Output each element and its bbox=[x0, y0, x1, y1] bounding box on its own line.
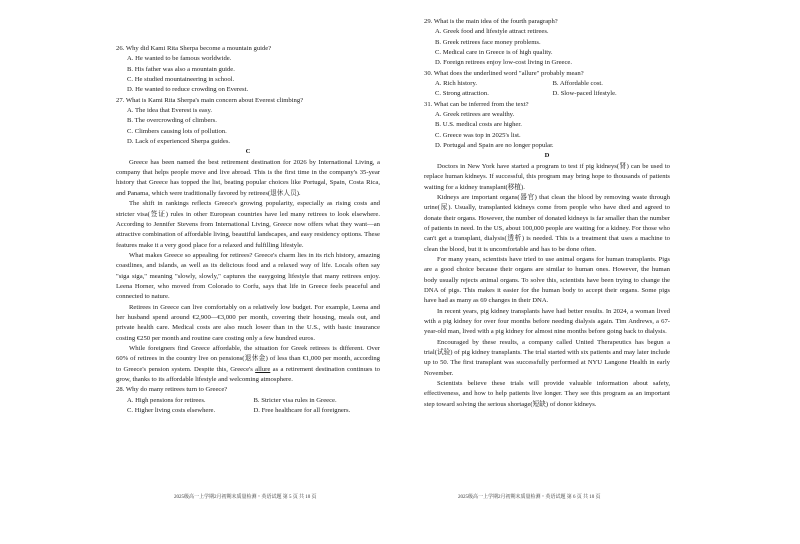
option: B. His father was also a mountain guide. bbox=[127, 65, 235, 73]
passage-paragraph: Kidneys are important organs(器官) that clean the blood by removing waste through urine(尿). Usually, transplanted kidneys come from people who have died and agreed to donate their organs. However, the number of donated kidneys is far smaller than the number of patients in need. In the US, about 100,000 people are waiting for a kidney. For those who can't get a transplant, dialysis(透析) is needed. This is a treatment that uses a machine to clean the blood, but it is uncomfortable and has to be done often. bbox=[424, 193, 670, 253]
passage-paragraph: In recent years, pig kidney transplants have had better results. In 2024, a woman lived with a pig kidney for over four months before needing dialysis again. Tim Andrews, a 67-year-old man, lived with a pig kidney for almost nine months before going back to dialysis. bbox=[424, 307, 670, 336]
option: A. Greek food and lifestyle attract retirees. bbox=[435, 28, 549, 36]
passage-paragraph: The shift in rankings reflects Greece's growing popularity, especially as rising costs and stricter visa(签证) rules in other European countries have led many retirees to look elsewhere. According to Jennifer Stevens from International Living, Greece now offers what they want—an attractive combination of affordable living, beautiful landscapes, and easy residency options. These features make it a very good place for a relaxed and fulfilling lifestyle. bbox=[116, 200, 380, 249]
passage-paragraph: Retirees in Greece can live comfortably on a relatively low budget. For example, Leena and her husband spend around €2,900—€3,000 per month, covering their housing, meals out, and private health care. Medical costs are also much lower than in the U.S., with basic insurance costing €250 per month and routine care costing only a few hundred euros. bbox=[116, 303, 380, 342]
question-30: 30. What does the underlined word "allure" probably mean? bbox=[424, 69, 584, 77]
passage-paragraph: What makes Greece so appealing for retirees? Greece's charm lies in its rich history, amazing coastlines, and islands, as well as its delicious food and a relaxed way of life. Locals often say "siga siga," meaning "slowly, slowly," captures the easygoing lifestyle that many retirees enjoy. Leena Horner, who moved from Colorado to Corfu, says that life in Greece feels peaceful and connected to nature. bbox=[116, 251, 380, 301]
page-footer-left: 2025级高一上学期2月初期末质量检测・英语试题 第 5 页 共 10 页 bbox=[174, 495, 317, 500]
option: C. He studied mountaineering in school. bbox=[127, 76, 235, 84]
option: D. He wanted to reduce crowding on Everest. bbox=[127, 86, 249, 94]
paragraph-text: as a retirement destination continues to grow, thanks to its affordable lifestyle and welcoming atmosphere. bbox=[116, 365, 380, 383]
option: D. Free healthcare for all foreigners. bbox=[253, 407, 351, 415]
passage-paragraph: Greece has been named the best retirement destination for 2026 by International Living, a company that helps people move and live abroad. This is the first time in the company's 35-year history that Greece has topped the list, beating popular choices like Portugal, Spain, Costa Rica, and Panama, which were traditionally favored by retirees(退休人员). bbox=[116, 158, 380, 197]
page-footer-right: 2025级高一上学期2月初期末质量检测・英语试题 第 6 页 共 10 页 bbox=[458, 495, 601, 500]
option: D. Portugal and Spain are no longer popular. bbox=[435, 142, 554, 150]
option: A. High pensions for retirees. bbox=[127, 396, 206, 404]
passage-paragraph: For many years, scientists have tried to use animal organs for human transplants. Pigs are a good choice because their organs are similar to human ones. However, the human body usually rejects animal organs. To solve this, scientists have been trying to change the DNA of pigs. This makes it easier for the human body to accept their organs. Some pigs have had as many as 69 changes in their DNA. bbox=[424, 255, 670, 305]
option: D. Slow-paced lifestyle. bbox=[552, 90, 617, 98]
option: B. The overcrowding of climbers. bbox=[127, 117, 217, 125]
section-d-heading: D bbox=[544, 152, 550, 160]
option: B. Stricter visa rules in Greece. bbox=[253, 396, 337, 404]
question-26: 26. Why did Kami Rita Sherpa become a mountain guide? bbox=[116, 45, 272, 52]
option: B. U.S. medical costs are higher. bbox=[435, 121, 522, 129]
passage-paragraph: Encouraged by these results, a company called United Therapeutics has begun a trial(试验) of pig kidney transplants. The trial started with six patients and may later include up to 50. The first transplant was successfully performed at NYU Langone Health in early November. bbox=[424, 338, 670, 377]
question-28: 28. Why do many retirees turn to Greece? bbox=[116, 386, 228, 394]
option: C. Greece was top in 2025's list. bbox=[435, 131, 521, 139]
option: A. Greek retirees are wealthy. bbox=[435, 111, 515, 119]
right-page bbox=[400, 0, 800, 544]
option-row bbox=[424, 89, 670, 99]
passage-paragraph: Scientists believe these trials will provide valuable information about safety, effectiveness, and how to help patients live longer. They see this program as an important step toward solving the serious shortage(短缺) of donor kidneys. bbox=[424, 380, 670, 408]
passage-paragraph: Doctors in New York have started a program to test if pig kidneys(肾) can be used to replace human kidneys. If successful, this program may bring hope to thousands of patients waiting for a kidney transplant(移植). bbox=[424, 162, 670, 191]
option: B. Affordable cost. bbox=[552, 80, 603, 88]
option: C. Higher living costs elsewhere. bbox=[127, 407, 216, 415]
paragraph-text: While foreigners find Greece affordable, the situation for Greek retirees is different. Over 60% of retirees in the country live on pensions(退休金) of less than €1,000 per month, according to Greece's pension system. Despite this, Greece's bbox=[116, 344, 380, 373]
option: B. Greek retirees face money problems. bbox=[435, 38, 541, 46]
option-row bbox=[424, 79, 670, 89]
right-column bbox=[424, 17, 670, 410]
left-column bbox=[116, 44, 380, 416]
option-row bbox=[116, 406, 380, 416]
option: D. Lack of experienced Sherpa guides. bbox=[127, 138, 231, 146]
option: A. He wanted to be famous worldwide. bbox=[127, 55, 232, 63]
passage-paragraph bbox=[116, 344, 380, 385]
underlined-word-allure: allure bbox=[255, 365, 271, 373]
option: C. Strong attraction. bbox=[435, 90, 489, 98]
option: C. Climbers causing lots of pollution. bbox=[127, 127, 227, 135]
option-row bbox=[116, 396, 380, 406]
question-31: 31. What can be inferred from the text? bbox=[424, 100, 529, 108]
option: D. Foreign retirees enjoy low-cost living in Greece. bbox=[435, 59, 573, 67]
option: A. The idea that Everest is easy. bbox=[127, 107, 213, 115]
question-29: 29. What is the main idea of the fourth paragraph? bbox=[424, 18, 558, 25]
option: A. Rich history. bbox=[435, 80, 477, 88]
section-c-heading: C bbox=[245, 148, 251, 156]
question-27: 27. What is Kami Rita Sherpa's main concern about Everest climbing? bbox=[116, 96, 304, 104]
option: C. Medical care in Greece is of high quality. bbox=[435, 49, 553, 57]
